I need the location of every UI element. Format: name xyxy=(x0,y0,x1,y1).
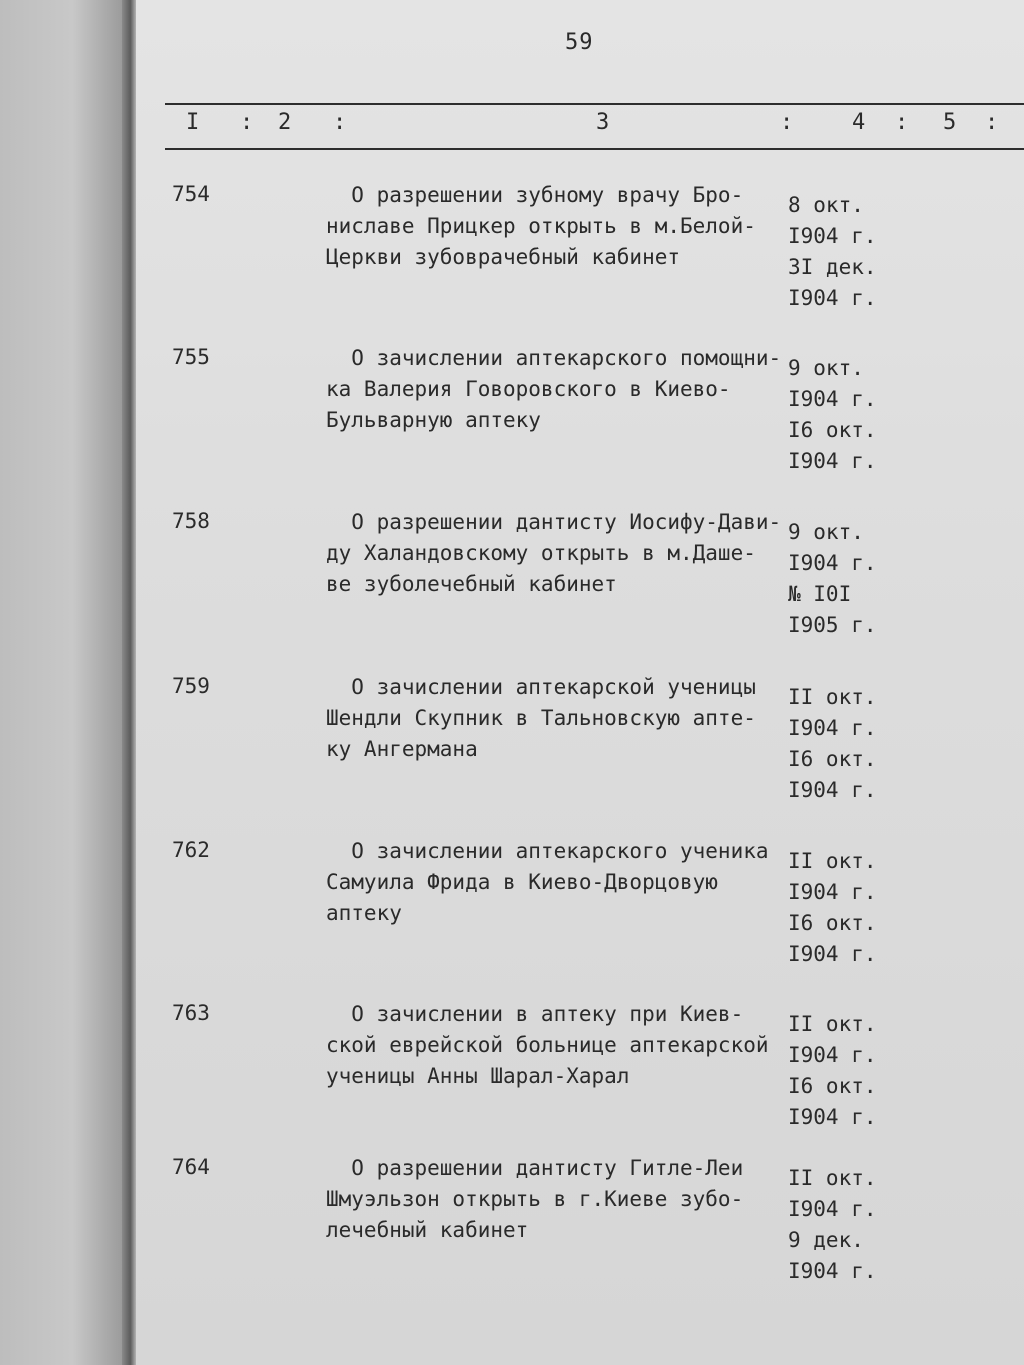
entry-dates xyxy=(788,1163,898,1287)
entry-year: I904 г. xyxy=(788,387,877,411)
column-separator: : xyxy=(240,110,254,135)
entry-description-line: О зачислении аптекарского помощни- xyxy=(326,346,782,370)
entry-description-line: О разрешении дантисту Иосифу-Дави- xyxy=(326,510,782,534)
entry-description-line: ве зуболечебный кабинет xyxy=(326,572,617,596)
entry-number: 759 xyxy=(172,674,210,698)
entry-description-line: ниславе Прицкер открыть в м.Белой- xyxy=(326,214,756,238)
column-number-2: 2 xyxy=(278,110,292,135)
column-separator: : xyxy=(895,110,909,135)
entry-number: 762 xyxy=(172,838,210,862)
previous-page-edge xyxy=(0,0,132,1365)
entry-description-line: лечебный кабинет xyxy=(326,1218,529,1242)
entry-description-line: Самуила Фрида в Киево-Дворцовую xyxy=(326,870,718,894)
entry-description-line: ку Ангермана xyxy=(326,737,478,761)
entry-date: I6 окт. xyxy=(788,747,877,771)
entry-year: I904 г. xyxy=(788,1043,877,1067)
entry-year: I904 г. xyxy=(788,286,877,310)
entry-description-line: О разрешении зубному врачу Бро- xyxy=(326,183,744,207)
entry-year: I904 г. xyxy=(788,1259,877,1283)
entry-description xyxy=(326,343,796,436)
entry-dates xyxy=(788,517,898,641)
entry-year: I905 г. xyxy=(788,613,877,637)
entry-date: I6 окт. xyxy=(788,418,877,442)
entry-year: I904 г. xyxy=(788,1105,877,1129)
entry-description-line: О зачислении аптекарской ученицы xyxy=(326,675,756,699)
entry-description xyxy=(326,999,796,1092)
entry-number: 755 xyxy=(172,345,210,369)
entry-year: I904 г. xyxy=(788,449,877,473)
entry-description-line: Шмуэльзон открыть в г.Киеве зубо- xyxy=(326,1187,744,1211)
entry-dates xyxy=(788,682,898,806)
entry-description-line: Бульварную аптеку xyxy=(326,408,541,432)
book-spine xyxy=(122,0,136,1365)
entry-description-line: О зачислении в аптеку при Киев- xyxy=(326,1002,744,1026)
entry-year: I904 г. xyxy=(788,551,877,575)
entry-description-line: ду Халандовскому открыть в м.Даше- xyxy=(326,541,756,565)
entry-date: 9 окт. xyxy=(788,520,864,544)
entry-year: I904 г. xyxy=(788,942,877,966)
column-separator: : xyxy=(985,110,999,135)
entry-dates xyxy=(788,1009,898,1133)
header-rule-bottom xyxy=(165,148,1024,150)
entry-year: I904 г. xyxy=(788,1197,877,1221)
entry-dates xyxy=(788,190,898,314)
entry-year: I904 г. xyxy=(788,778,877,802)
entry-year: I904 г. xyxy=(788,224,877,248)
entry-date: II окт. xyxy=(788,685,877,709)
entry-description-line: О зачислении аптекарского ученика xyxy=(326,839,769,863)
entry-description-line: Шендли Скупник в Тальновскую апте- xyxy=(326,706,756,730)
column-separator: : xyxy=(780,110,794,135)
entry-description-line: аптеку xyxy=(326,901,402,925)
entry-description-line: ской еврейской больнице аптекарской xyxy=(326,1033,769,1057)
entry-date: II окт. xyxy=(788,1012,877,1036)
entry-description-line: О разрешении дантисту Гитле-Леи xyxy=(326,1156,744,1180)
entry-description xyxy=(326,672,796,765)
entry-date: II окт. xyxy=(788,1166,877,1190)
entry-description-line: ученицы Анны Шарал-Харал xyxy=(326,1064,630,1088)
entry-date: I6 окт. xyxy=(788,911,877,935)
entry-year: I904 г. xyxy=(788,716,877,740)
entry-year: I904 г. xyxy=(788,880,877,904)
entry-number: 758 xyxy=(172,509,210,533)
entry-description xyxy=(326,836,796,929)
entry-date: 3I дек. xyxy=(788,255,877,279)
entry-number: 763 xyxy=(172,1001,210,1025)
entry-date: 9 дек. xyxy=(788,1228,864,1252)
entry-description-line: Церкви зубоврачебный кабинет xyxy=(326,245,681,269)
column-number-I: I xyxy=(186,110,200,135)
entry-date: II окт. xyxy=(788,849,877,873)
entry-date: 8 окт. xyxy=(788,193,864,217)
entry-date: 9 окт. xyxy=(788,356,864,380)
entry-description xyxy=(326,1153,796,1246)
column-number-3: 3 xyxy=(596,110,610,135)
entry-description xyxy=(326,507,796,600)
column-separator: : xyxy=(333,110,347,135)
entry-date: I6 окт. xyxy=(788,1074,877,1098)
page-number: 59 xyxy=(565,30,594,55)
entry-dates xyxy=(788,353,898,477)
entry-number: 754 xyxy=(172,182,210,206)
column-number-4: 4 xyxy=(852,110,866,135)
header-rule-top xyxy=(165,103,1024,105)
entry-description-line: ка Валерия Говоровского в Киево- xyxy=(326,377,731,401)
entry-number: 764 xyxy=(172,1155,210,1179)
entry-date: № I0I xyxy=(788,582,852,606)
entry-dates xyxy=(788,846,898,970)
column-number-5: 5 xyxy=(943,110,957,135)
entry-description xyxy=(326,180,796,273)
